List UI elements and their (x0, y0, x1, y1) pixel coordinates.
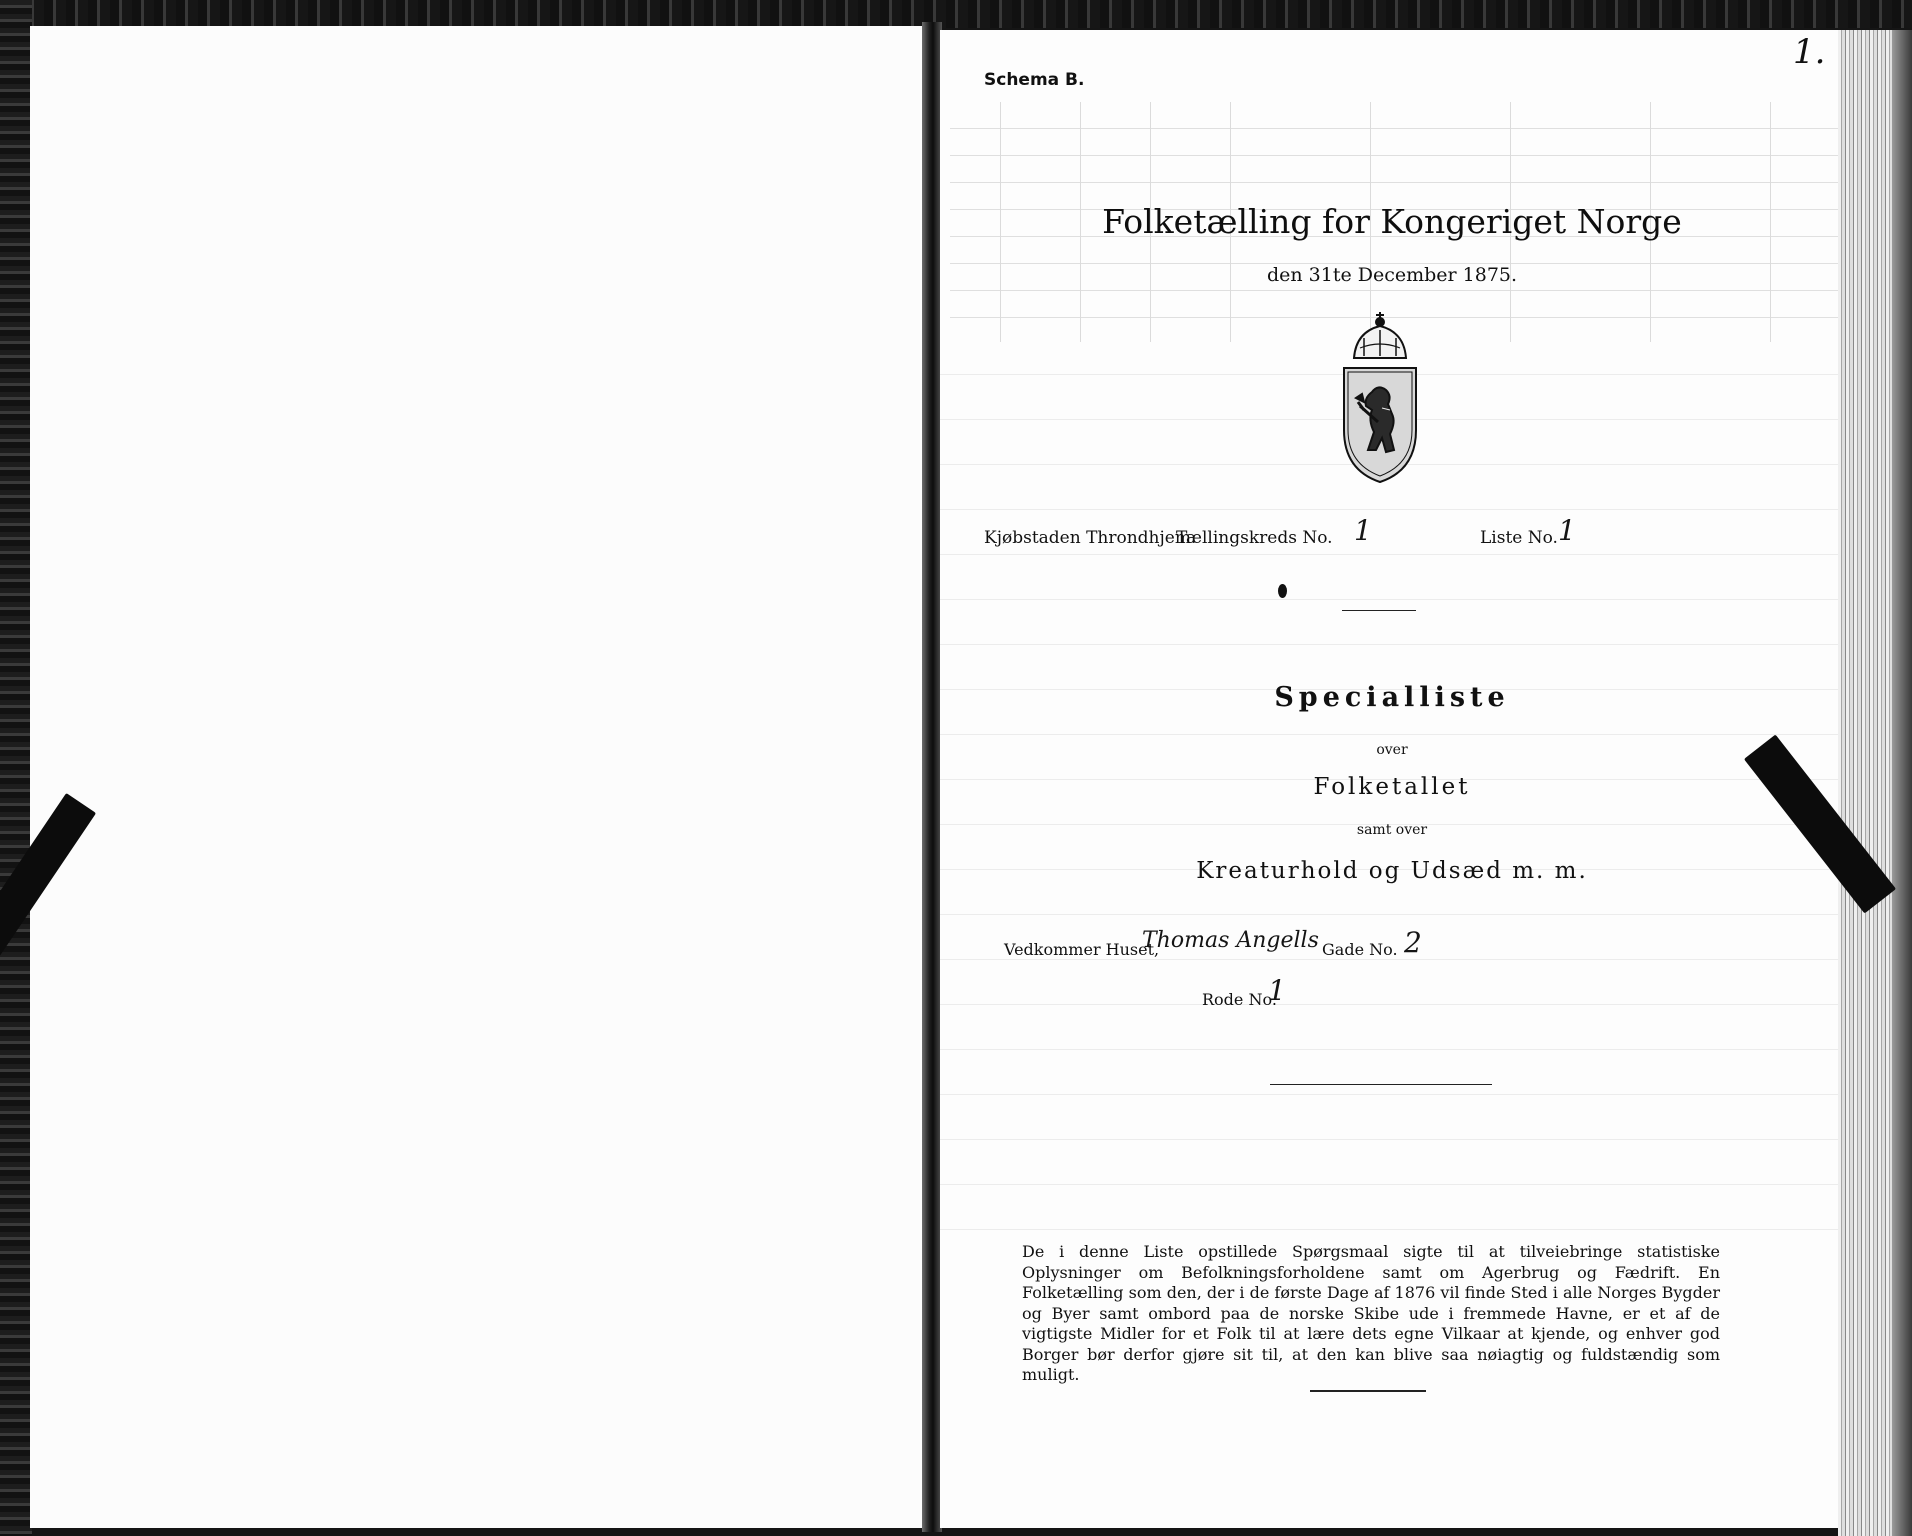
list-number: 1 (1558, 514, 1576, 547)
explanatory-paragraph: De i denne Liste opstillede Spørgsmaal sigte til at tilveiebringe statistiske Oplysninger om Befolkningsforholdene samt om Agerbrug og Fædrift. En Folketælling som den, der i de første Dage af 1876 vil finde Sted i alle Norges Bygder og Byer samt ombord paa de norske Skibe ude i fremmede Havne, er et af de vigtigste Midler for et Folk til at lære dets egne Vilkaar at kjende, og enhver god Borger bør derfor gjøre sit til, at den kan blive saa nøiagtig og fuldstændig som muligt. (1022, 1242, 1720, 1384)
samt-over-text: samt over (1356, 822, 1428, 838)
list-label: Liste No. (1480, 528, 1558, 548)
census-title-page (940, 30, 1844, 1528)
book-spine-left (0, 0, 32, 1536)
census-date: den 31te December 1875. (1266, 264, 1518, 286)
district-row (940, 514, 1844, 554)
livestock-heading: Kreaturhold og Udsæd m. m. (1196, 858, 1588, 884)
book-gutter (922, 22, 942, 1532)
schema-label: Schema B. (984, 70, 1085, 90)
book-edge-shadow (1892, 30, 1912, 1536)
ink-spot (1278, 584, 1287, 598)
blank-left-page (30, 26, 926, 1528)
divider-rule (1342, 610, 1416, 611)
street-suffix: Gade No. (1322, 940, 1398, 959)
norwegian-lion-coat-of-arms-icon (1320, 310, 1440, 494)
rode-row (940, 974, 1844, 1018)
rode-number: 1 (1268, 974, 1286, 1007)
over-text: over (1376, 742, 1408, 758)
page-number: 1. (1793, 32, 1826, 72)
specialliste-heading: Specialliste (1274, 682, 1510, 713)
house-row (940, 928, 1844, 968)
scan-top-edge (0, 0, 1912, 28)
house-prefix: Vedkommer Huset, (1004, 940, 1160, 959)
divider-rule (1310, 1390, 1426, 1392)
street-number: 2 (1404, 926, 1422, 959)
folketallet-heading: Folketallet (1313, 774, 1471, 800)
district-number: 1 (1354, 514, 1372, 547)
district-label: Tællingskreds No. (1176, 528, 1333, 548)
street-name-handwritten: Thomas Angells (1142, 928, 1319, 953)
rode-label: Rode No. (1202, 990, 1277, 1009)
town-label: Kjøbstaden Throndhjem. (984, 528, 1197, 548)
page-title: Folketælling for Kongeriget Norge (1102, 202, 1682, 241)
divider-rule (1270, 1084, 1492, 1085)
